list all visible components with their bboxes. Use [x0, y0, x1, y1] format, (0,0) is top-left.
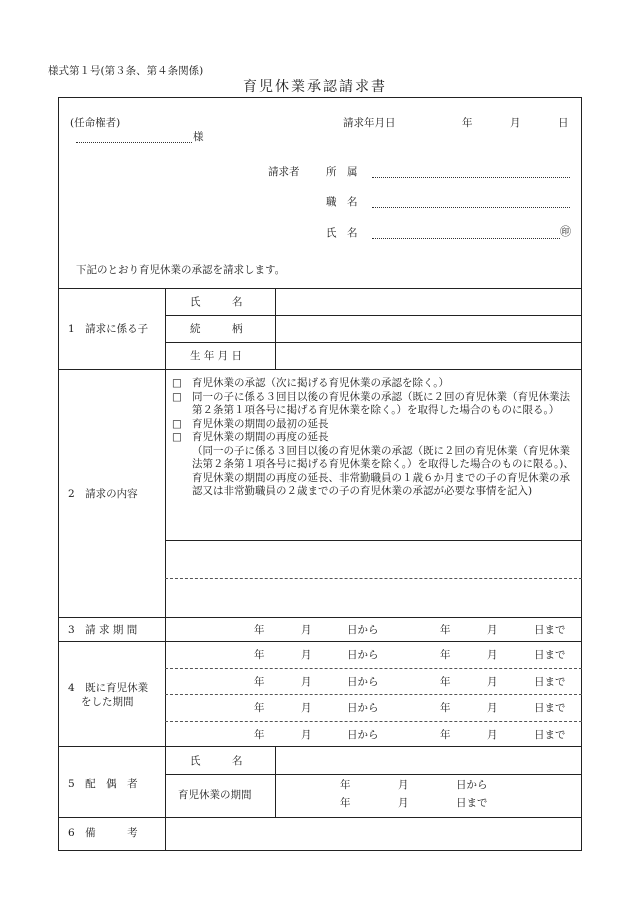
past-to-day: 日まで	[534, 729, 566, 741]
option-item	[172, 377, 580, 391]
name-field[interactable]	[372, 238, 560, 239]
past-from-year: 年	[254, 649, 265, 661]
past-from-day: 日から	[347, 702, 379, 714]
position-field[interactable]	[372, 207, 570, 208]
past-to-day: 日まで	[534, 702, 566, 714]
option-item	[172, 391, 580, 418]
affiliation-label: 所 属	[326, 166, 358, 178]
honorific: 様	[193, 131, 204, 143]
requester-label: 請求者	[268, 166, 300, 178]
past-from-month: 月	[301, 649, 312, 661]
section6-label: 6 備 考	[68, 827, 138, 839]
checkbox-icon[interactable]: □	[172, 390, 182, 403]
child-relation-field[interactable]	[276, 316, 581, 342]
option-text: 育児休業の期間の最初の延長	[192, 417, 329, 430]
spouse-name-field[interactable]	[276, 747, 581, 774]
past-from-year: 年	[254, 676, 265, 688]
past-to-day: 日まで	[534, 676, 566, 688]
child-relation-label: 続 柄	[190, 323, 243, 335]
past-from-month: 月	[301, 702, 312, 714]
past-from-day: 日から	[347, 676, 379, 688]
past-to-day: 日まで	[534, 649, 566, 661]
period-from-day: 日から	[347, 624, 379, 636]
position-label: 職 名	[326, 196, 358, 208]
past-to-month: 月	[487, 676, 498, 688]
past-from-month: 月	[301, 729, 312, 741]
past-from-year: 年	[254, 729, 265, 741]
spouse-to-year: 年	[340, 797, 351, 809]
period-to-month: 月	[487, 624, 498, 636]
section3-label: 3 請 求 期 間	[68, 624, 138, 636]
document-title: 育児休業承認請求書	[243, 79, 387, 95]
form-number: 様式第１号(第３条、第４条関係)	[48, 65, 204, 77]
child-name-label: 氏 名	[190, 296, 243, 308]
past-to-month: 月	[487, 729, 498, 741]
option-item	[172, 431, 580, 445]
option-text: 育児休業の承認（次に掲げる育児休業の承認を除く。）	[192, 377, 450, 389]
spouse-period-label: 育児休業の期間	[178, 789, 252, 801]
child-birthdate-field[interactable]	[276, 343, 581, 369]
section4-label-line1: 4 既に育児休業	[68, 682, 149, 694]
checkbox-icon[interactable]: □	[172, 377, 182, 389]
past-to-year: 年	[440, 702, 451, 714]
request-date-month: 月	[510, 117, 521, 129]
child-birthdate-label: 生 年 月 日	[190, 350, 243, 362]
authority-label: (任命権者)	[70, 117, 121, 129]
past-from-day: 日から	[347, 729, 379, 741]
period-to-day: 日まで	[534, 624, 566, 636]
period-to-year: 年	[440, 624, 451, 636]
section5-label: 5 配 偶 者	[68, 778, 138, 790]
affiliation-field[interactable]	[372, 177, 570, 178]
past-to-month: 月	[487, 649, 498, 661]
remarks-field[interactable]	[166, 818, 581, 850]
spouse-to-day: 日まで	[456, 797, 488, 809]
name-label: 氏 名	[326, 227, 358, 239]
circumstance-note: （同一の子に係る３回目以後の育児休業の承認（既に２回の育児休業（育児休業法第２条第１項各号に掲げる育児休業を除く。）を取得した場合のものに限る。)、育児休業の期間の再度の延長、非常勤職員の１歳６か月までの子の育児休業の承認又は非常勤職員の２歳までの子の育児休業の承認が必要な事情を記入)	[192, 444, 574, 497]
past-to-month: 月	[487, 702, 498, 714]
spouse-from-year: 年	[340, 779, 351, 791]
spouse-from-day: 日から	[456, 779, 488, 791]
past-from-day: 日から	[347, 649, 379, 661]
spouse-name-label: 氏 名	[190, 755, 243, 767]
past-from-year: 年	[254, 702, 265, 714]
request-date-year: 年	[462, 117, 473, 129]
option-item	[172, 418, 580, 432]
spouse-to-month: 月	[398, 797, 409, 809]
request-date-label: 請求年月日	[343, 117, 396, 129]
past-from-month: 月	[301, 676, 312, 688]
circumstance-field[interactable]	[166, 541, 581, 617]
option-text: 同一の子に係る３回目以後の育児休業の承認（既に２回の育児休業（育児休業法第２条第１項各号に掲げる育児休業を除く。）を取得した場合のものに限る。）	[192, 390, 570, 416]
section2-label: 2 請求の内容	[68, 488, 138, 500]
spouse-from-month: 月	[398, 779, 409, 791]
checkbox-icon[interactable]: □	[172, 417, 182, 430]
child-name-field[interactable]	[276, 289, 581, 315]
checkbox-icon[interactable]: □	[172, 431, 182, 443]
option-text: 育児休業の期間の再度の延長	[192, 431, 329, 443]
period-from-month: 月	[301, 624, 312, 636]
section4-label-line2: をした期間	[81, 696, 134, 708]
seal-mark: ㊞	[560, 225, 571, 238]
past-to-year: 年	[440, 729, 451, 741]
period-from-year: 年	[254, 624, 265, 636]
request-date-day: 日	[558, 117, 569, 129]
section1-label: 1 請求に係る子	[68, 323, 149, 335]
past-to-year: 年	[440, 649, 451, 661]
authority-name-field[interactable]	[76, 142, 192, 143]
request-content-options	[172, 377, 580, 499]
past-to-year: 年	[440, 676, 451, 688]
request-statement: 下記のとおり育児休業の承認を請求します。	[76, 264, 286, 276]
